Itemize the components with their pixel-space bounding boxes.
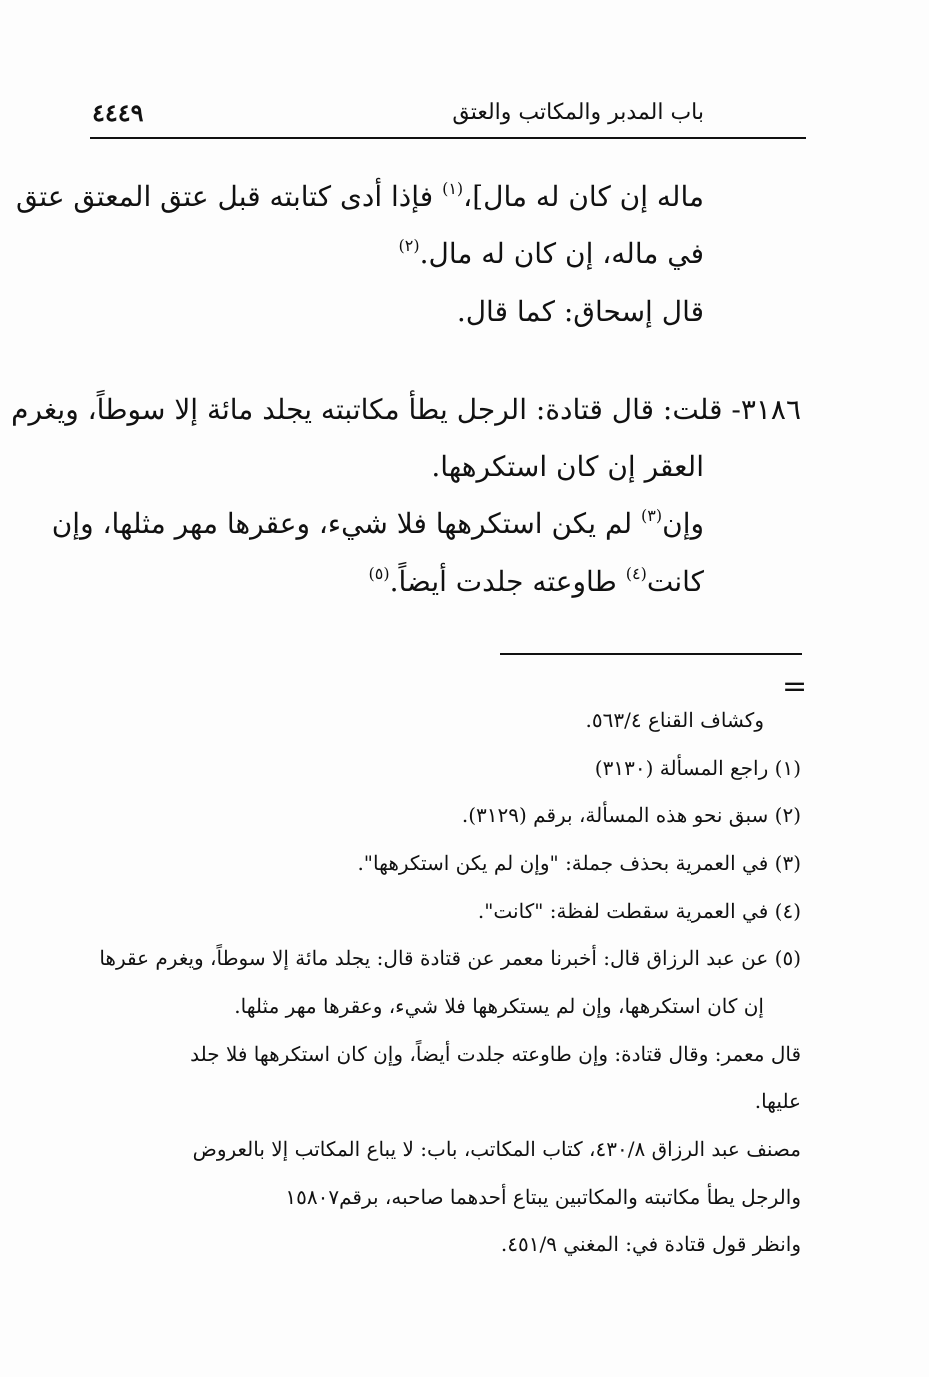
body-line-7 — [369, 565, 704, 598]
footnote-ref-4: (٤) — [625, 564, 647, 583]
body-line-2 — [398, 237, 704, 270]
footnote-5-line-6: والرجل يطأ مكاتبته والمكاتبين يبتاع أحدهما صاحبه، برقم١٥٨٠٧ — [285, 1185, 801, 1209]
footnote-ref-2: (٢) — [398, 236, 420, 255]
page-number: ٤٤٤٩ — [92, 98, 144, 127]
body-text: في ماله، إن كان له مال. — [419, 237, 704, 270]
body-line-5: العقر إن كان استكرهها. — [431, 450, 704, 483]
footnote-1: (١) راجع المسألة (٣١٣٠) — [594, 756, 801, 780]
footnote-5-line-7: وانظر قول قتادة في: المغني ٤٥١/٩. — [500, 1232, 801, 1256]
footnote-ref-3: (٣) — [641, 506, 663, 525]
footnote-5-line-2: إن كان استكرهها، وإن لم يستكرهها فلا شيء، وعقرها مهر مثلها. — [234, 994, 764, 1018]
body-line-3: قال إسحاق: كما قال. — [456, 295, 704, 328]
footnote-5-line-5: مصنف عبد الرزاق ٤٣٠/٨، كتاب المكاتب، باب: لا يباع المكاتب إلا بالعروض — [192, 1137, 801, 1161]
body-text: كانت — [646, 565, 704, 598]
running-header-title: باب المدبر والمكاتب والعتق — [452, 100, 704, 125]
body-line-6 — [52, 507, 704, 540]
body-line-1 — [16, 180, 704, 213]
footnote-3: (٣) في العمرية بحذف جملة: "وإن لم يكن استكرهها". — [357, 851, 801, 875]
body-text: طاوعته جلدت أيضاً. — [389, 565, 626, 598]
footnote-2: (٢) سبق نحو هذه المسألة، برقم (٣١٢٩). — [461, 803, 801, 827]
footnote-continuation: وكشاف القناع ٥٦٣/٤. — [585, 708, 764, 732]
body-text: فإذا أدى كتابته قبل عتق المعتق عتق — [16, 180, 443, 213]
footnote-5-line-3: قال معمر: وقال قتادة: وإن طاوعته جلدت أيضاً، وإن كان استكرهها فلا جلد — [190, 1042, 801, 1066]
footnote-separator — [500, 653, 802, 655]
header-rule — [90, 137, 806, 139]
footnote-ref-5: (٥) — [368, 564, 390, 583]
footnote-5-line-4: عليها. — [754, 1089, 801, 1113]
issue-heading-3186: ٣١٨٦- قلت: قال قتادة: الرجل يطأ مكاتبته يجلد مائة إلا سوطاً، ويغرم — [11, 393, 801, 426]
footnote-ref-1: (١) — [442, 179, 464, 198]
body-text: لم يكن استكرهها فلا شيء، وعقرها مهر مثلها، وإن — [51, 507, 642, 540]
body-text: ماله إن كان له مال]، — [463, 180, 704, 213]
footnote-4: (٤) في العمرية سقطت لفظة: "كانت". — [477, 899, 801, 923]
body-text: وإن — [662, 507, 704, 540]
footnote-5: (٥) عن عبد الرزاق قال: أخبرنا معمر عن قتادة قال: يجلد مائة إلا سوطاً، ويغرم عقرها — [99, 946, 801, 970]
continuation-mark: = — [782, 669, 808, 704]
